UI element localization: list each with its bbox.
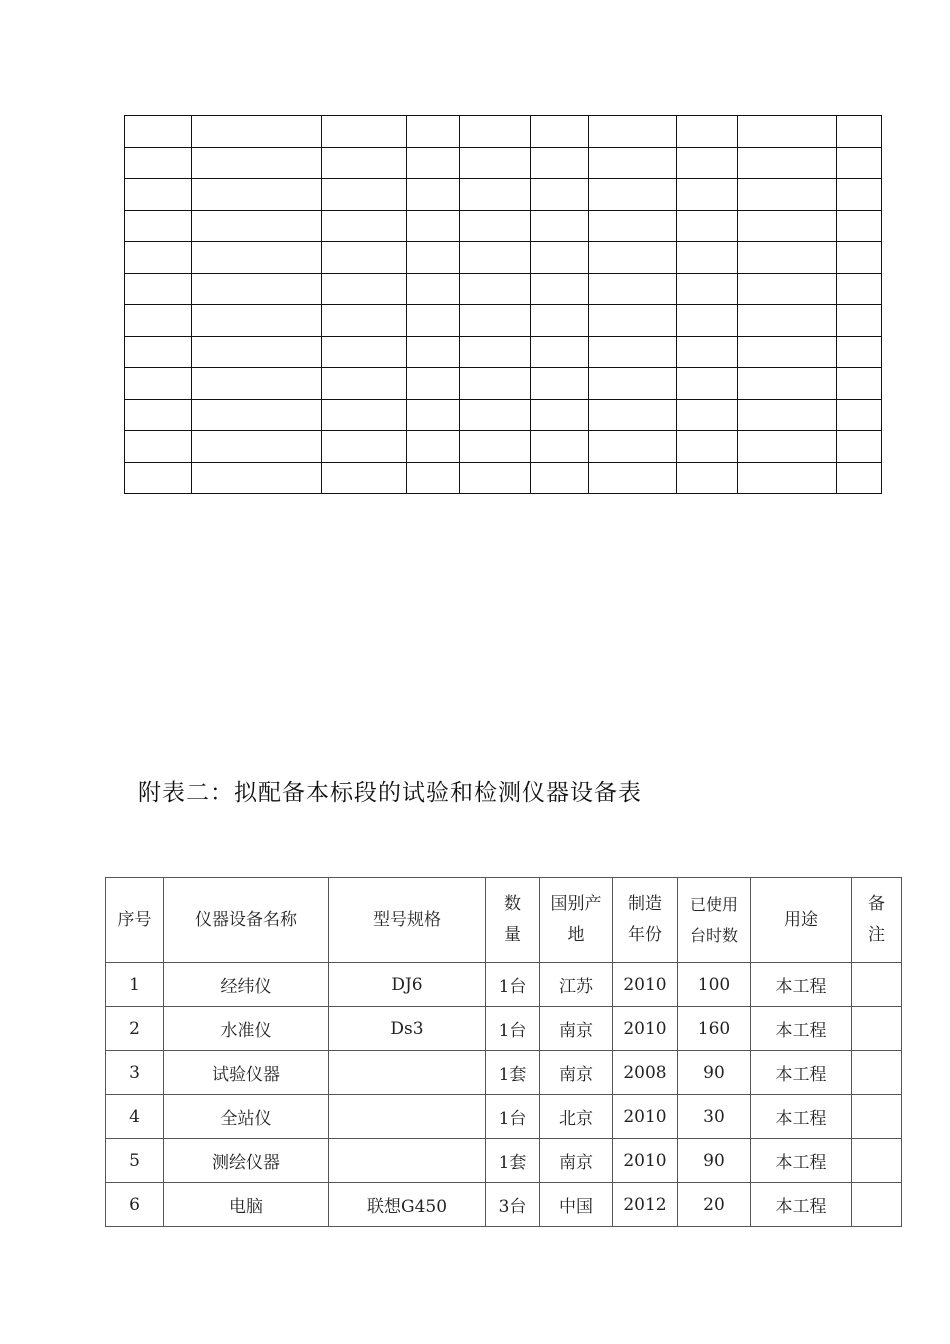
grid-cell <box>677 273 738 305</box>
grid-cell <box>677 116 738 148</box>
grid-cell <box>125 399 192 431</box>
grid-cell <box>677 305 738 337</box>
table-cell: 联想G450 <box>329 1183 486 1227</box>
column-header-text: 制造 <box>628 894 662 914</box>
grid-cell <box>589 147 677 179</box>
grid-cell <box>738 242 837 274</box>
grid-cell <box>738 336 837 368</box>
grid-cell <box>460 368 531 400</box>
grid-cell <box>460 399 531 431</box>
grid-cell <box>677 336 738 368</box>
grid-cell <box>677 210 738 242</box>
grid-row <box>125 116 882 148</box>
grid-cell <box>677 242 738 274</box>
table-cell: 南京 <box>540 1007 613 1051</box>
grid-cell <box>407 305 460 337</box>
grid-cell <box>192 273 322 305</box>
grid-cell <box>125 305 192 337</box>
grid-cell <box>125 336 192 368</box>
grid-cell <box>322 305 407 337</box>
table-cell <box>329 1051 486 1095</box>
table-cell: 本工程 <box>751 1139 852 1183</box>
grid-cell <box>531 116 589 148</box>
grid-cell <box>322 273 407 305</box>
grid-cell <box>407 147 460 179</box>
column-header-text: 量 <box>504 925 521 945</box>
grid-cell <box>192 431 322 463</box>
column-header <box>678 878 751 963</box>
grid-cell <box>192 462 322 494</box>
grid-cell <box>589 242 677 274</box>
table-cell <box>329 1139 486 1183</box>
grid-cell <box>460 273 531 305</box>
grid-cell <box>531 368 589 400</box>
table-cell: 2010 <box>613 1139 678 1183</box>
column-header <box>486 878 540 963</box>
column-header <box>164 878 329 963</box>
grid-cell <box>589 179 677 211</box>
grid-cell <box>837 336 882 368</box>
table-cell <box>852 1139 902 1183</box>
column-header <box>540 878 613 963</box>
grid-cell <box>192 399 322 431</box>
table-cell: 90 <box>678 1051 751 1095</box>
grid-cell <box>460 210 531 242</box>
grid-cell <box>407 116 460 148</box>
grid-row <box>125 305 882 337</box>
grid-cell <box>407 399 460 431</box>
grid-cell <box>837 210 882 242</box>
grid-cell <box>192 116 322 148</box>
grid-cell <box>407 179 460 211</box>
table-cell: 100 <box>678 963 751 1007</box>
table-cell: 30 <box>678 1095 751 1139</box>
table-cell <box>852 1051 902 1095</box>
grid-row <box>125 462 882 494</box>
column-header <box>751 878 852 963</box>
grid-cell <box>192 336 322 368</box>
table-cell: 3台 <box>486 1183 540 1227</box>
column-header-text: 数 <box>504 894 521 914</box>
grid-cell <box>192 147 322 179</box>
table-row <box>106 963 902 1007</box>
grid-cell <box>322 147 407 179</box>
table-cell: 2010 <box>613 963 678 1007</box>
table-cell: 2010 <box>613 1095 678 1139</box>
empty-grid-table <box>124 115 882 494</box>
grid-cell <box>677 147 738 179</box>
grid-cell <box>192 210 322 242</box>
table-cell: 中国 <box>540 1183 613 1227</box>
grid-cell <box>322 368 407 400</box>
grid-cell <box>192 179 322 211</box>
grid-cell <box>738 116 837 148</box>
table-cell: 北京 <box>540 1095 613 1139</box>
grid-cell <box>738 210 837 242</box>
grid-cell <box>837 305 882 337</box>
grid-cell <box>460 305 531 337</box>
grid-cell <box>125 368 192 400</box>
column-header-text: 年份 <box>628 925 662 945</box>
grid-cell <box>407 431 460 463</box>
table-cell: 水准仪 <box>164 1007 329 1051</box>
grid-cell <box>531 210 589 242</box>
column-header <box>329 878 486 963</box>
grid-row <box>125 336 882 368</box>
table-cell: 本工程 <box>751 1095 852 1139</box>
grid-cell <box>589 368 677 400</box>
grid-cell <box>322 179 407 211</box>
equipment-table <box>105 877 902 1227</box>
column-header-text: 已使用 <box>689 894 738 914</box>
grid-row <box>125 179 882 211</box>
table-cell: DJ6 <box>329 963 486 1007</box>
table-cell: 2008 <box>613 1051 678 1095</box>
table-row <box>106 1183 902 1227</box>
grid-cell <box>322 399 407 431</box>
grid-cell <box>738 179 837 211</box>
grid-cell <box>589 305 677 337</box>
grid-cell <box>837 462 882 494</box>
grid-row <box>125 147 882 179</box>
grid-cell <box>125 179 192 211</box>
grid-cell <box>837 242 882 274</box>
grid-cell <box>322 431 407 463</box>
grid-cell <box>738 147 837 179</box>
table-cell: 3 <box>106 1051 164 1095</box>
table-cell: 南京 <box>540 1051 613 1095</box>
grid-cell <box>460 179 531 211</box>
grid-cell <box>322 210 407 242</box>
grid-cell <box>322 242 407 274</box>
grid-cell <box>837 399 882 431</box>
table-cell: 1套 <box>486 1139 540 1183</box>
grid-cell <box>837 368 882 400</box>
table-cell <box>852 1007 902 1051</box>
table-cell: 南京 <box>540 1139 613 1183</box>
grid-cell <box>738 462 837 494</box>
grid-cell <box>322 116 407 148</box>
grid-cell <box>589 336 677 368</box>
table-cell: 2010 <box>613 1007 678 1051</box>
table-cell: 1台 <box>486 1095 540 1139</box>
grid-cell <box>531 179 589 211</box>
table-cell: 20 <box>678 1183 751 1227</box>
table-cell: 5 <box>106 1139 164 1183</box>
grid-cell <box>531 462 589 494</box>
grid-cell <box>589 116 677 148</box>
column-header <box>852 878 902 963</box>
grid-row <box>125 399 882 431</box>
grid-cell <box>460 431 531 463</box>
column-header-text: 注 <box>868 925 885 945</box>
table-cell: 经纬仪 <box>164 963 329 1007</box>
column-header-text: 台时数 <box>689 925 738 945</box>
table-cell: 1台 <box>486 1007 540 1051</box>
grid-cell <box>531 242 589 274</box>
grid-cell <box>407 368 460 400</box>
table-row <box>106 1051 902 1095</box>
table-cell: 本工程 <box>751 1007 852 1051</box>
table-cell: 4 <box>106 1095 164 1139</box>
grid-cell <box>460 462 531 494</box>
table-row <box>106 1007 902 1051</box>
grid-cell <box>460 336 531 368</box>
table-cell: 试验仪器 <box>164 1051 329 1095</box>
grid-cell <box>460 242 531 274</box>
grid-cell <box>407 242 460 274</box>
grid-cell <box>407 210 460 242</box>
grid-cell <box>322 462 407 494</box>
grid-cell <box>192 242 322 274</box>
grid-cell <box>677 368 738 400</box>
grid-cell <box>738 273 837 305</box>
grid-cell <box>677 399 738 431</box>
grid-cell <box>531 147 589 179</box>
grid-cell <box>589 273 677 305</box>
table-cell: 本工程 <box>751 1183 852 1227</box>
table-row <box>106 1139 902 1183</box>
grid-cell <box>837 147 882 179</box>
grid-cell <box>531 399 589 431</box>
column-header-text: 型号规格 <box>373 909 441 930</box>
table-cell <box>852 963 902 1007</box>
column-header-text: 用途 <box>784 909 818 930</box>
grid-cell <box>125 273 192 305</box>
grid-row <box>125 368 882 400</box>
grid-cell <box>589 431 677 463</box>
table-cell: 90 <box>678 1139 751 1183</box>
table-cell: 6 <box>106 1183 164 1227</box>
grid-cell <box>460 116 531 148</box>
table-cell: 全站仪 <box>164 1095 329 1139</box>
grid-cell <box>738 368 837 400</box>
grid-cell <box>125 116 192 148</box>
grid-cell <box>531 273 589 305</box>
grid-cell <box>531 431 589 463</box>
grid-cell <box>531 336 589 368</box>
grid-cell <box>125 462 192 494</box>
table-cell <box>852 1183 902 1227</box>
table-cell <box>329 1095 486 1139</box>
grid-cell <box>738 305 837 337</box>
grid-cell <box>460 147 531 179</box>
grid-cell <box>125 147 192 179</box>
grid-row <box>125 273 882 305</box>
grid-cell <box>589 210 677 242</box>
grid-cell <box>677 179 738 211</box>
grid-cell <box>738 431 837 463</box>
grid-cell <box>125 242 192 274</box>
grid-cell <box>192 368 322 400</box>
grid-cell <box>589 462 677 494</box>
grid-cell <box>192 305 322 337</box>
column-header-text: 仪器设备名称 <box>195 909 297 930</box>
table-cell: 2012 <box>613 1183 678 1227</box>
grid-cell <box>677 462 738 494</box>
grid-cell <box>738 399 837 431</box>
column-header <box>106 878 164 963</box>
table-cell <box>852 1095 902 1139</box>
grid-cell <box>407 273 460 305</box>
grid-row <box>125 210 882 242</box>
grid-cell <box>407 462 460 494</box>
table-cell: 江苏 <box>540 963 613 1007</box>
grid-cell <box>837 179 882 211</box>
table-cell: 本工程 <box>751 963 852 1007</box>
grid-cell <box>125 431 192 463</box>
table-cell: 1台 <box>486 963 540 1007</box>
table-cell: 160 <box>678 1007 751 1051</box>
table-cell: Ds3 <box>329 1007 486 1051</box>
table-cell: 1套 <box>486 1051 540 1095</box>
table-header-row <box>106 878 902 963</box>
grid-cell <box>322 336 407 368</box>
column-header-text: 序号 <box>117 909 152 930</box>
table-cell: 2 <box>106 1007 164 1051</box>
grid-cell <box>125 210 192 242</box>
column-header-text: 备 <box>868 894 885 914</box>
table-cell: 1 <box>106 963 164 1007</box>
column-header <box>613 878 678 963</box>
grid-cell <box>837 273 882 305</box>
table-cell: 电脑 <box>164 1183 329 1227</box>
table-cell: 测绘仪器 <box>164 1139 329 1183</box>
grid-cell <box>589 399 677 431</box>
grid-cell <box>837 116 882 148</box>
grid-cell <box>837 431 882 463</box>
grid-cell <box>677 431 738 463</box>
grid-cell <box>407 336 460 368</box>
column-header-text: 国别产 <box>550 894 602 914</box>
grid-row <box>125 431 882 463</box>
table-row <box>106 1095 902 1139</box>
table-title: 附表二：拟配备本标段的试验和检测仪器设备表 <box>138 780 642 806</box>
table-cell: 本工程 <box>751 1051 852 1095</box>
column-header-text: 地 <box>567 925 585 945</box>
grid-cell <box>531 305 589 337</box>
grid-row <box>125 242 882 274</box>
